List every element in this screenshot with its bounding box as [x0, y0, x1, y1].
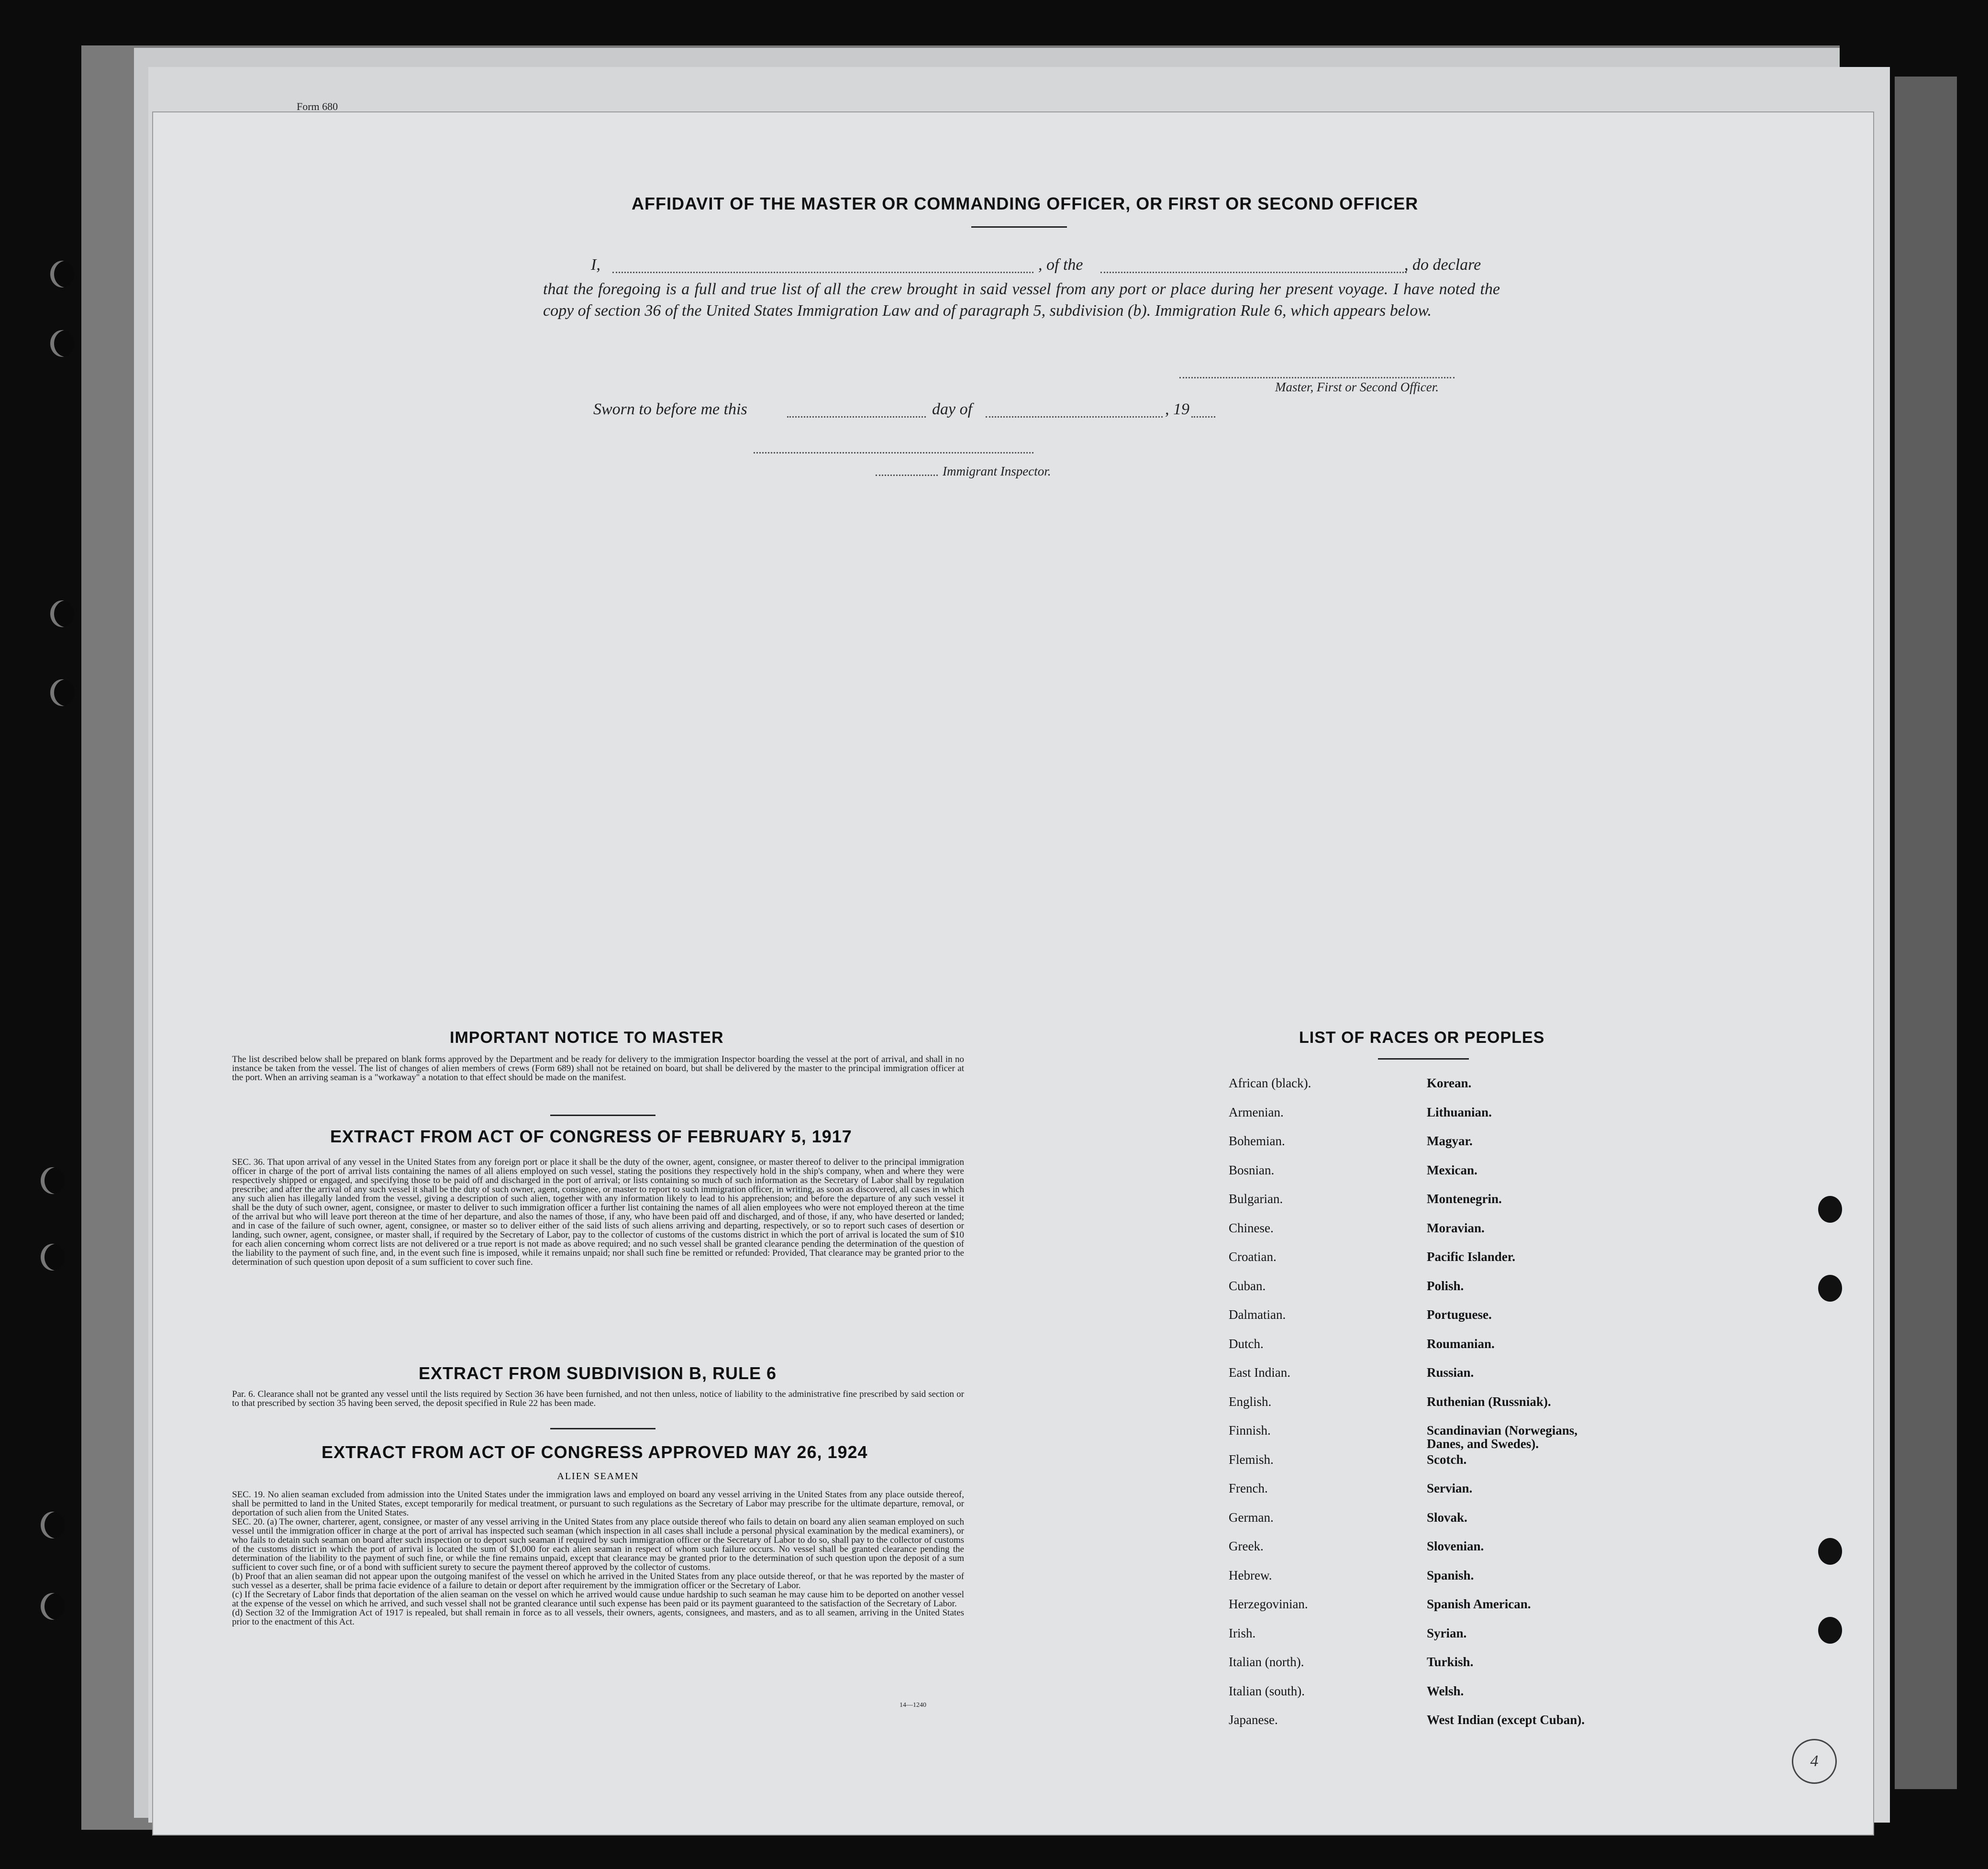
section-rule: [550, 1115, 655, 1116]
sworn-label: Sworn to before me this: [593, 400, 747, 418]
affidavit-body: that the foregoing is a full and true list of all the crew brought in said vessel from any port or place during her present voyage. I have noted the copy of section 36 of the United States Immigration Law and of paragraph 5, subdivision (b). Immigration Rule 6, which appears below.: [543, 280, 1500, 320]
race-item: Finnish.: [1229, 1423, 1271, 1438]
vessel-blank[interactable]: [1100, 272, 1407, 273]
race-item: East Indian.: [1229, 1365, 1290, 1380]
extract-1924-title: EXTRACT FROM ACT OF CONGRESS APPROVED MAY 26, 1924: [322, 1442, 868, 1462]
inspector-signature-line[interactable]: [754, 452, 1033, 453]
race-item: Moravian.: [1427, 1220, 1485, 1235]
race-item: Croatian.: [1229, 1250, 1277, 1264]
signature-label: Master, First or Second Officer.: [1275, 380, 1439, 394]
sec20a-text: SEC. 20. (a) The owner, charterer, agent, consignee, or master of any vessel arriving in the United States from any place outside thereof who fails to detain on board any alien seaman employed on such vessel until the immigration officer in charge at the port of arrival has inspected such seaman (which inspection in all cases shall include a personal physical examination by the medical examiners), or who fails to detain such seaman on board after such inspection or to deport such seaman if required by such immigration officer or the Secretary of Labor to do so, shall pay to the collector of customs of the customs district in which the port of arrival is located the sum of $1,000 for each alien seaman in respect of whom such failure occurs. No vessel shall be granted clearance pending the determination of the liability to the payment of such fine, or while the fine remains unpaid, except that clearance may be granted prior to the determination of such question upon the deposit of a sum sufficient to cover such fine, or of a bond with sufficient surety to secure the payment thereof approved by the collector of customs.: [232, 1517, 964, 1572]
race-item: Dalmatian.: [1229, 1307, 1286, 1322]
race-item: Flemish.: [1229, 1452, 1274, 1467]
race-item: Bohemian.: [1229, 1134, 1285, 1148]
race-item: Polish.: [1427, 1278, 1464, 1293]
race-item: Ruthenian (Russniak).: [1427, 1394, 1551, 1409]
extract-rule6-text: Par. 6. Clearance shall not be granted any vessel until the lists required by Section 36 have been furnished, and not then unless, notice of liability to the administrative fine prescribed by said section or to that prescribed by section 35 having been served, the deposit specified in Rule 22 has been made.: [232, 1389, 964, 1408]
races-title-rule: [1378, 1058, 1469, 1060]
signature-line[interactable]: [1179, 377, 1455, 378]
race-item: Bosnian.: [1229, 1162, 1275, 1177]
affidavit-declare-label: , do declare: [1404, 256, 1481, 274]
title-rule: [971, 226, 1067, 228]
race-item: Cuban.: [1229, 1278, 1266, 1293]
inspector-name-line[interactable]: [876, 475, 938, 476]
race-item: Herzegovinian.: [1229, 1597, 1308, 1611]
races-title: LIST OF RACES OR PEOPLES: [1299, 1029, 1545, 1047]
background-sheet-edge: [1895, 77, 1957, 1789]
race-item: Japanese.: [1229, 1713, 1278, 1727]
race-item: Korean.: [1427, 1076, 1472, 1090]
sec20c-text: (c) If the Secretary of Labor finds that deportation of the alien seaman on the vessel on which he arrived would cause undue hardship to such seaman he may cause him to be deported on another vessel at the expense of the vessel on which he arrived, and such vessel shall not be granted clearance until such expense has been paid or its payment guaranteed to the satisfaction of the Secretary of Labor.: [232, 1590, 964, 1609]
form-number: Form 680: [297, 100, 338, 112]
sec20b-text: (b) Proof that an alien seaman did not appear upon the outgoing manifest of the vessel on which he arrived in the United States from any place outside thereof, or that he was reported by the master of such vessel as a deserter, shall be prima facie evidence of a failure to detain or deport after requirement by the immigration officer or the Secretary of Labor.: [232, 1571, 964, 1591]
extract-1917-title: EXTRACT FROM ACT OF CONGRESS OF FEBRUARY 5, 1917: [330, 1127, 852, 1146]
race-item: Lithuanian.: [1427, 1105, 1492, 1119]
race-item: Irish.: [1229, 1626, 1256, 1640]
affidavit-title: AFFIDAVIT OF THE MASTER OR COMMANDING OFFICER, OR FIRST OR SECOND OFFICER: [632, 194, 1419, 213]
race-item: Syrian.: [1427, 1626, 1467, 1640]
race-item: Turkish.: [1427, 1655, 1474, 1669]
inspector-label: Immigrant Inspector.: [943, 464, 1051, 478]
race-item: Spanish.: [1427, 1568, 1474, 1582]
race-item: French.: [1229, 1481, 1268, 1495]
page-number-mark: 4: [1792, 1739, 1837, 1784]
alien-seamen-subhead: ALIEN SEAMEN: [557, 1471, 639, 1482]
binder-hole-icon: [50, 679, 74, 706]
race-item: Italian (south).: [1229, 1683, 1305, 1698]
affidavit-of-the-label: , of the: [1038, 256, 1083, 274]
name-blank[interactable]: [612, 272, 1033, 273]
year-prefix: , 19: [1165, 400, 1189, 418]
day-of-label: day of: [932, 400, 973, 418]
print-code: 14—1240: [900, 1702, 926, 1709]
binder-hole-icon: [50, 600, 74, 627]
extract-rule6-title: EXTRACT FROM SUBDIVISION B, RULE 6: [419, 1363, 777, 1383]
race-item: Scandinavian (Norwegians, Danes, and Swedes).: [1427, 1423, 1578, 1451]
race-item: Montenegrin.: [1427, 1192, 1502, 1206]
sworn-month-blank[interactable]: [986, 416, 1163, 418]
race-item: English.: [1229, 1394, 1272, 1409]
race-item: German.: [1229, 1510, 1274, 1525]
affidavit-i-label: I,: [591, 256, 600, 274]
race-item: Welsh.: [1427, 1683, 1464, 1698]
race-item: Greek.: [1229, 1539, 1264, 1553]
sec19-text: SEC. 19. No alien seaman excluded from admission into the United States under the immigration laws and employed on board any vessel arriving in the United States from any place outside thereof, shall be permitted to land in the United States, except temporarily for medical treatment, or pursuant to such regulations as the Secretary of Labor may prescribe for the ultimate departure, removal, or deportation of such alien from the United States.: [232, 1490, 964, 1518]
sec20d-text: (d) Section 32 of the Immigration Act of 1917 is repealed, but shall remain in force as to all vessels, their owners, agents, consignees, and masters, and as to all seamen, arriving in the United States prior to the enactment of this Act.: [232, 1608, 964, 1627]
race-item: Hebrew.: [1229, 1568, 1272, 1582]
binder-hole-icon: [1818, 1196, 1842, 1223]
extract-1924-text: [232, 1490, 964, 1626]
sworn-day-blank[interactable]: [787, 416, 926, 418]
race-item: West Indian (except Cuban).: [1427, 1713, 1585, 1727]
binder-hole-icon: [41, 1512, 65, 1538]
race-item: Slovenian.: [1427, 1539, 1484, 1553]
binder-hole-icon: [1818, 1538, 1842, 1565]
race-item: Russian.: [1427, 1365, 1474, 1380]
binder-hole-icon: [41, 1244, 65, 1271]
race-item: Slovak.: [1427, 1510, 1467, 1525]
race-item: Dutch.: [1229, 1336, 1264, 1351]
race-item: Spanish American.: [1427, 1597, 1531, 1611]
race-item: Pacific Islander.: [1427, 1250, 1515, 1264]
sworn-year-blank[interactable]: [1191, 416, 1215, 418]
race-item: Portuguese.: [1427, 1307, 1492, 1322]
binder-hole-icon: [1818, 1617, 1842, 1644]
race-item: Mexican.: [1427, 1162, 1477, 1177]
race-item: Magyar.: [1427, 1134, 1473, 1148]
race-item: Chinese.: [1229, 1220, 1274, 1235]
binder-hole-icon: [1818, 1275, 1842, 1302]
race-item: Armenian.: [1229, 1105, 1284, 1119]
race-item: African (black).: [1229, 1076, 1311, 1090]
race-item: Servian.: [1427, 1481, 1473, 1495]
notice-title: IMPORTANT NOTICE TO MASTER: [450, 1029, 724, 1047]
binder-hole-icon: [50, 330, 74, 357]
binder-hole-icon: [41, 1593, 65, 1620]
notice-text: The list described below shall be prepared on blank forms approved by the Department and be ready for delivery to the immigration Inspector boarding the vessel at the port of arrival, and shall in no instance be taken from the vessel. The list of changes of alien members of crews (Form 689) shall not be retained on board, but shall be delivered by the master to the principal immigration officer at the port. When an arriving seaman is a "workaway" a notation to that effect should be made on the manifest.: [232, 1054, 964, 1083]
race-item: Italian (north).: [1229, 1655, 1304, 1669]
extract-1917-text: SEC. 36. That upon arrival of any vessel in the United States from any foreign port or place it shall be the duty of the owner, agent, consignee, or master thereof to deliver to the principal immigration officer in charge of the port of arrival lists containing the names of all aliens employed on such vessel, stating the positions they respectively hold in the ship's company, when and where they were respectively shipped or engaged, and specifying those to be paid off and discharged in the port of arrival; or lists containing so much of such information as the Secretary of Labor shall by regulation prescribe; and after the arrival of any such vessel it shall be the duty of such owner, agent, consignee, or master to report to such immigration officer, in writing, as soon as discovered, all cases in which any such alien has illegally landed from the vessel, giving a description of such alien, together with any information likely to lead to his apprehension; and before the departure of any such vessel it shall be the duty of such owner, agent, consignee, or master to deliver to such immigration officer a further list containing the names of all alien employees who were not employed thereon at the time of the arrival but who will leave port thereon at the time of her departure, and also the names of those, if any, who have been paid off and discharged, and of those, if any, who have deserted or landed; and in case of the failure of such owner, agent, consignee, or master so to deliver either of the said lists of such aliens arriving and departing, respectively, or so to report such cases of desertion or landing, such owner, agent, consignee, or master shall, if required by the Secretary of Labor, pay to the collector of customs of the customs district in which the port of arrival is located the sum of $10 for each alien concerning whom correct lists are not delivered or a true report is not made as above required; and no such vessel shall be granted clearance pending the determination of the question of the liability to the payment of such fine, and, in the event such fine is imposed, while it remains unpaid; nor shall such fine be remitted or refunded: Provided, That clearance may be granted prior to the determination of such question upon deposit of a sum sufficient to cover such fine.: [232, 1157, 964, 1267]
binder-hole-icon: [50, 261, 74, 288]
section-rule: [550, 1428, 655, 1429]
binder-hole-icon: [41, 1167, 65, 1194]
race-item: Bulgarian.: [1229, 1192, 1283, 1206]
race-item: Roumanian.: [1427, 1336, 1495, 1351]
race-item: Scotch.: [1427, 1452, 1467, 1467]
